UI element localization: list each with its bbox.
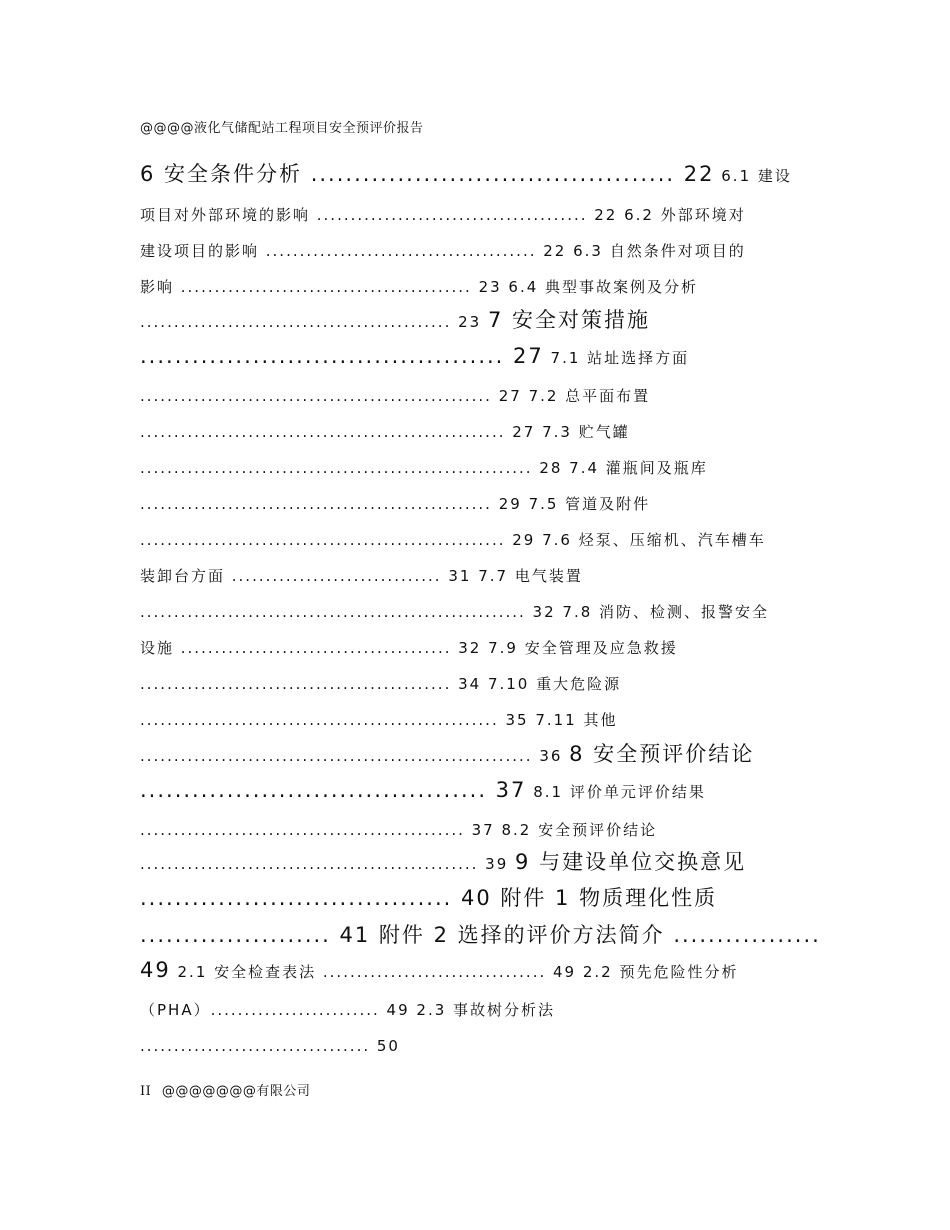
toc-entry: .......................................................... 36 [140, 747, 570, 765]
toc-entry: ...................................................... 27 7.3 贮气罐 [140, 423, 630, 441]
toc-entry: 建设项目的影响 ........................................ 22 6.3 自然条件对项目的 [140, 242, 746, 260]
report-header: @@@@液化气储配站工程项目安全预评价报告 [140, 121, 424, 136]
toc-entry: ................................................ 37 8.2 安全预评价结论 [140, 821, 658, 839]
toc-line [140, 674, 621, 694]
toc-entry: 2.1 安全检查表法 ................................. 49 2.2 预先危险性分析 [170, 963, 739, 981]
toc-heading: ...................... 41 附件 2 选择的评价方法简介 ................. [140, 923, 821, 947]
toc-entry: ......................................................... 32 7.8 消防、检测、报警安全 [140, 603, 770, 621]
toc-entry: 装卸台方面 ............................... 31 7.7 电气装置 [140, 567, 583, 585]
toc-entry: 影响 ........................................... 23 6.4 典型事故案例及分析 [140, 278, 699, 296]
toc-entry: .................................. 50 [140, 1037, 400, 1055]
toc-line [140, 346, 689, 368]
toc-line [140, 530, 766, 550]
toc-line [140, 566, 583, 586]
toc-heading: 7 安全对策措施 [487, 308, 651, 332]
toc-line [140, 277, 698, 297]
toc-entry: 8.1 评价单元评价结果 [526, 783, 706, 801]
toc-line [140, 386, 650, 406]
toc-line [140, 852, 746, 874]
page-footer [140, 1080, 310, 1099]
toc-line [140, 241, 746, 261]
toc-line [140, 310, 650, 332]
toc-heading: 9 与建设单位交换意见 [515, 850, 747, 874]
toc-line [140, 744, 754, 766]
toc-entry: .............................................. 23 [140, 313, 488, 331]
toc-entry: 6.1 建设 [714, 167, 792, 185]
toc-entry: （PHA）......................... 49 2.3 事故树分析法 [140, 1001, 556, 1019]
toc-line [140, 638, 678, 658]
toc-line [140, 422, 630, 442]
toc-entry: .................................................... 29 7.5 管道及附件 [140, 495, 651, 513]
toc-heading: ........................................ 37 [140, 778, 527, 802]
toc-line [140, 1000, 555, 1020]
toc-line [140, 458, 708, 478]
toc-line [140, 710, 618, 730]
toc-line [140, 494, 650, 514]
toc-entry: ..................................................... 35 7.11 其他 [140, 711, 618, 729]
page-number: II [140, 1084, 152, 1099]
toc-entry: 设施 ........................................ 32 7.9 安全管理及应急救援 [140, 639, 678, 657]
toc-entry: .............................................. 34 7.10 重大危险源 [140, 675, 622, 693]
toc-entry: ...................................................... 29 7.6 烃泵、压缩机、汽车槽车 [140, 531, 766, 549]
toc-heading: .................................... 40 附件 1 物质理化性质 [140, 886, 718, 910]
toc-entry: 项目对外部环境的影响 ........................................ 22 6.2 外部环境对 [140, 206, 746, 224]
toc-entry: .................................................... 27 7.2 总平面布置 [140, 387, 651, 405]
toc-heading: 8 安全预评价结论 [569, 742, 755, 766]
toc-line [140, 960, 739, 982]
company-name: @@@@@@@有限公司 [161, 1084, 311, 1099]
toc-line [140, 820, 657, 840]
toc-line [140, 888, 717, 910]
toc-heading: 6 安全条件分析 .......................................... 22 [140, 162, 715, 186]
toc-entry: .................................................. 39 [140, 855, 516, 873]
toc-line [140, 164, 792, 186]
toc-line [140, 602, 769, 622]
toc-line [140, 780, 706, 802]
toc-entry: 7.1 站址选择方面 [543, 349, 690, 367]
toc-heading: 49 [140, 958, 171, 982]
toc-entry: .......................................................... 28 7.4 灌瓶间及瓶库 [140, 459, 708, 477]
toc-line [140, 1036, 400, 1056]
toc-line [140, 205, 746, 225]
toc-heading: .......................................... 27 [140, 344, 544, 368]
toc-line [140, 925, 821, 947]
